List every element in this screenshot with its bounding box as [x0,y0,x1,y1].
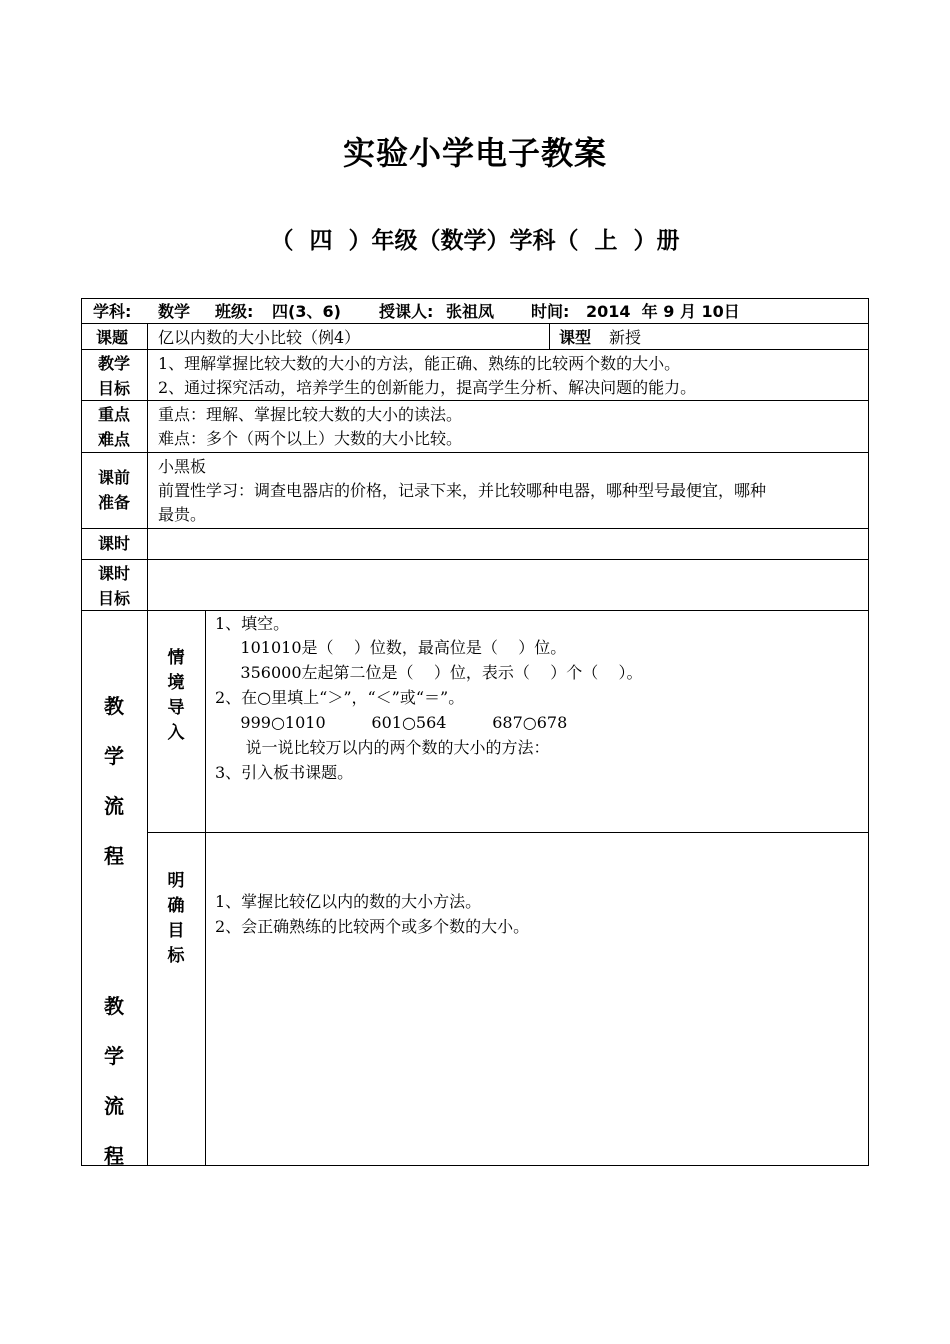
row-divider [81,400,869,401]
key-point-line: 重点：理解、掌握比较大数的大小的读法。 [158,405,463,424]
key-points-label: 重点 难点 [97,405,130,449]
intro-line: 1、填空。 [215,614,290,633]
column-divider [147,323,148,1166]
class-label: 班级: [215,302,254,321]
scenario-intro-label: 情 境 导 入 [167,648,185,743]
intro-line: 999○1010 601○564 687○678 [215,713,568,732]
goal-detail-line: 1、掌握比较亿以内的数的大小方法。 [215,892,482,911]
topic-value: 亿以内数的大小比较（例4） [158,328,361,347]
preparation-label: 课前 准备 [97,468,130,512]
intro-line: 101010是（ ）位数，最高位是（ ）位。 [215,638,567,657]
row-divider [81,349,869,350]
row-divider [81,559,869,560]
subject-value: 数学 [158,302,191,321]
class-value: 四(3、6) [272,302,341,321]
teacher-value: 张祖凤 [446,302,495,321]
time-value: 2014 年 9 月 10日 [586,302,740,321]
topic-label: 课题 [96,328,129,347]
intro-line: 3、引入板书课题。 [215,763,354,782]
subject-label: 学科: [93,302,132,321]
column-divider [549,323,550,350]
goals-label: 教学 目标 [97,354,130,398]
lesson-type-label: 课型 [559,328,592,347]
page-subtitle: （ 四 ）年级（数学）学科（ 上 ）册 [270,228,680,254]
row-divider [81,610,869,611]
key-point-line: 难点：多个（两个以上）大数的大小比较。 [158,429,463,448]
intro-line: 说一说比较万以内的两个数的大小的方法： [215,738,550,757]
preparation-line: 小黑板 [158,457,207,476]
teaching-flow-label: 教 学 流 程 [104,694,124,868]
row-divider [81,452,869,453]
goal-detail-line: 2、会正确熟练的比较两个或多个数的大小。 [215,917,530,936]
row-divider [81,528,869,529]
period-goal-label: 课时 目标 [97,564,130,608]
clear-goals-label: 明 确 目 标 [167,871,185,966]
teaching-flow-label: 教 学 流 程 [104,994,124,1168]
intro-line: 2、在○里填上“＞”，“＜”或“＝”。 [215,688,465,707]
goal-line: 1、理解掌握比较大数的大小的方法，能正确、熟练的比较两个数的大小。 [158,354,681,373]
intro-line: 356000左起第二位是（ ）位，表示（ ）个（ ）。 [215,663,643,682]
teacher-label: 授课人: [379,302,434,321]
column-divider [205,610,206,1166]
period-label: 课时 [97,534,130,553]
lesson-type-value: 新授 [609,328,642,347]
goal-line: 2、通过探究活动，培养学生的创新能力，提高学生分析、解决问题的能力。 [158,378,697,397]
page-title: 实验小学电子教案 [342,134,607,172]
preparation-line: 最贵。 [158,505,207,524]
preparation-line: 前置性学习：调查电器店的价格，记录下来，并比较哪种电器，哪种型号最便宜，哪种 [158,481,767,500]
row-divider [147,832,869,833]
row-divider [81,323,869,324]
time-label: 时间: [531,302,570,321]
